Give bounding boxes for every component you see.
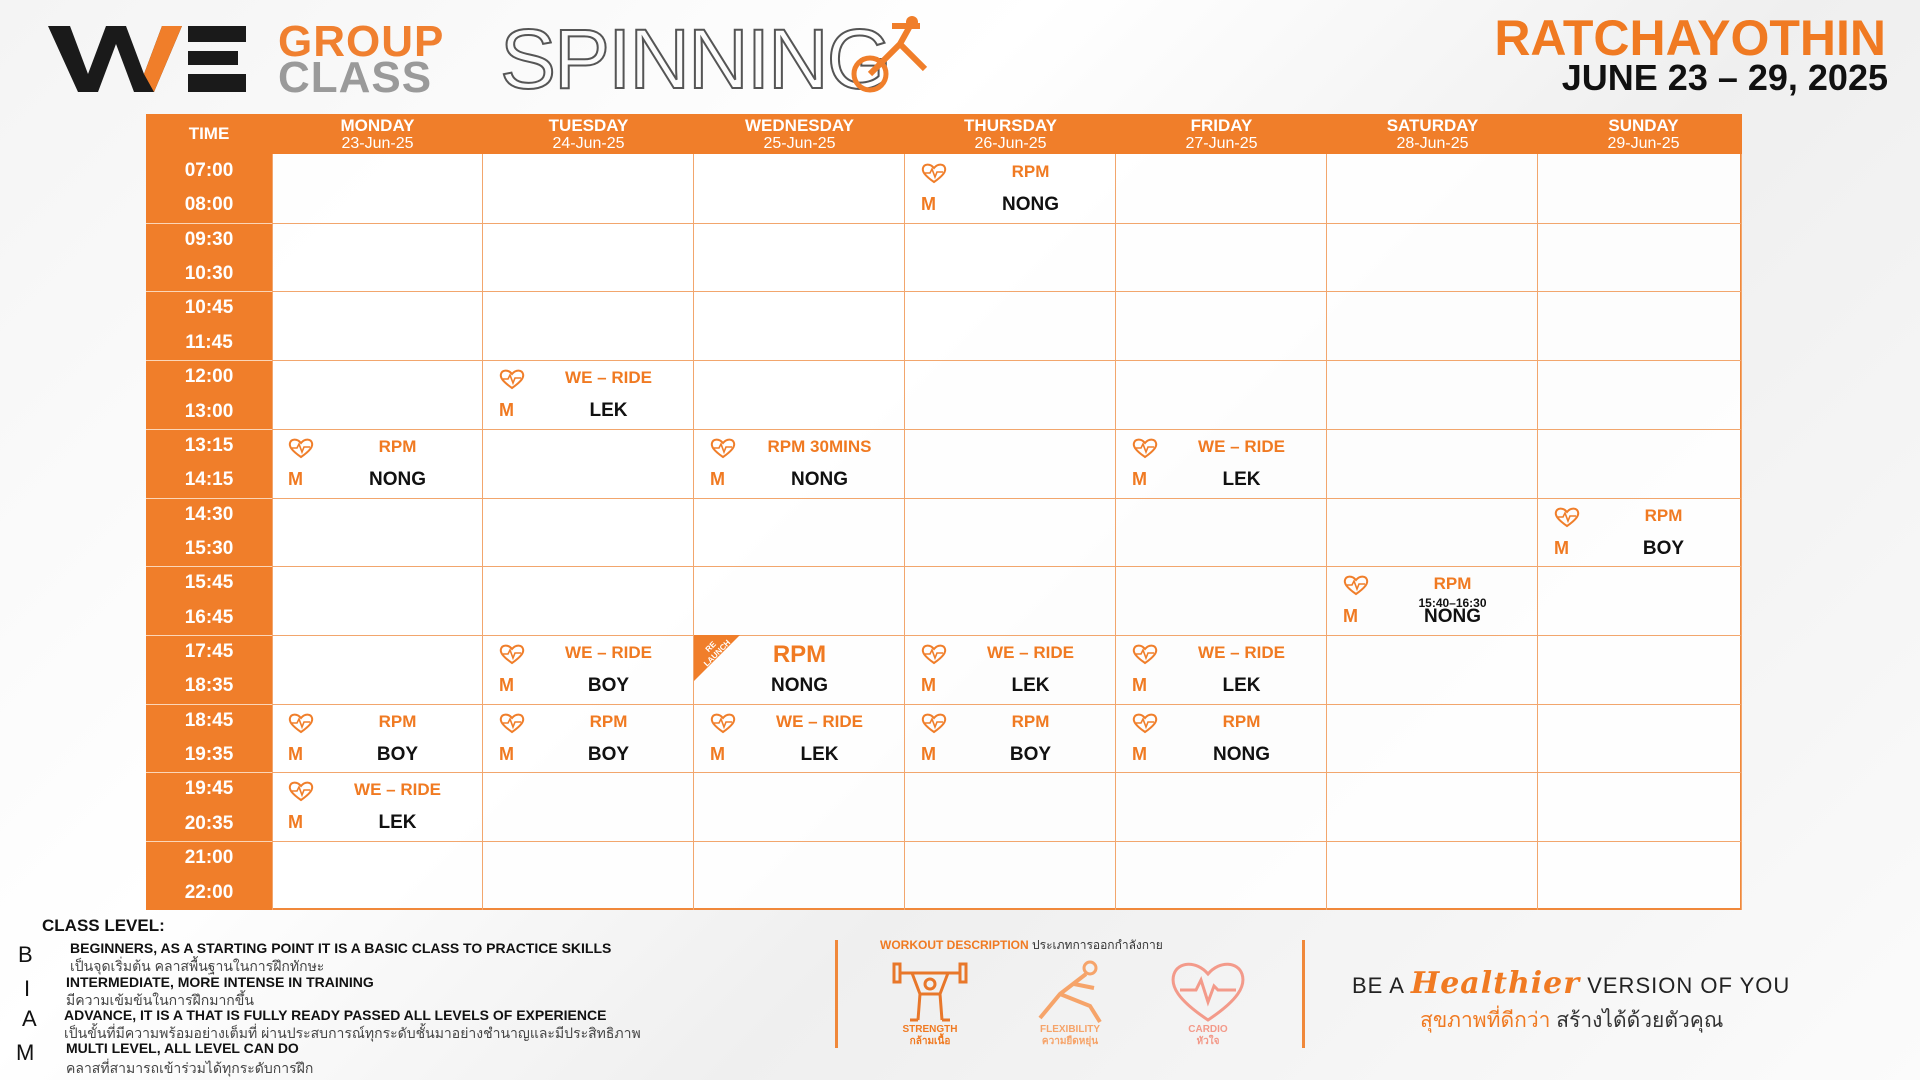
class-slot xyxy=(272,772,483,840)
time-header: TIME xyxy=(188,124,230,143)
time-label: 16:45 xyxy=(184,607,234,628)
we-logo xyxy=(48,22,248,94)
cardio-heart-icon xyxy=(921,712,947,734)
branch-name: RATCHAYOTHIN xyxy=(1494,10,1886,66)
class-slot xyxy=(1327,566,1538,634)
time-label: 10:30 xyxy=(184,263,234,284)
class-level-badge: M xyxy=(499,744,514,764)
instructor-name: BOY xyxy=(587,675,630,696)
class-name: RPM xyxy=(378,712,417,731)
cardio-icon xyxy=(1168,956,1248,1026)
class-name: RPM xyxy=(1644,506,1683,525)
instructor-name: NONG xyxy=(1424,606,1481,627)
instructor-name: NONG xyxy=(1213,744,1270,765)
day-header-sunday: SUNDAY 29-Jun-25 xyxy=(1607,116,1680,152)
level-letter-a: A xyxy=(22,1006,37,1031)
class-name: RPM xyxy=(1222,712,1261,731)
grid-row-line xyxy=(272,498,1742,499)
day-header-saturday: SATURDAY 28-Jun-25 xyxy=(1386,116,1479,152)
grid-row-line xyxy=(272,291,1742,292)
time-label: 07:00 xyxy=(184,160,234,181)
level-m-th: คลาสที่สามารถเข้าร่วมได้ทุกระดับการฝึก xyxy=(66,1060,314,1076)
cardio-heart-icon xyxy=(288,780,314,802)
level-letter-i: I xyxy=(24,976,31,1001)
instructor-name: LEK xyxy=(1222,469,1261,490)
class-slot xyxy=(1116,635,1327,703)
time-label: 14:15 xyxy=(184,469,234,490)
level-letter-m: M xyxy=(16,1040,35,1065)
class-slot xyxy=(694,429,905,497)
class-slot xyxy=(1116,429,1327,497)
class-slot xyxy=(694,704,905,772)
class-name: WE – RIDE xyxy=(1198,643,1285,662)
flexibility-label: FLEXIBILITY ความยืดหยุ่น xyxy=(1040,1024,1100,1047)
class-name: WE – RIDE xyxy=(565,368,652,387)
day-header-thursday: THURSDAY 26-Jun-25 xyxy=(964,116,1057,152)
class-label: CLASS xyxy=(278,53,433,102)
level-letter-b: B xyxy=(18,942,33,967)
instructor-name: LEK xyxy=(800,744,839,765)
class-time-note: 15:40–16:30 xyxy=(1418,596,1487,610)
grid-column-line xyxy=(904,154,905,910)
class-level-badge: M xyxy=(921,675,936,695)
time-label: 22:00 xyxy=(184,882,234,903)
cardio-heart-icon xyxy=(1132,712,1158,734)
class-level-badge: M xyxy=(1132,469,1147,489)
cardio-label: CARDIO หัวใจ xyxy=(1188,1024,1228,1047)
class-slot xyxy=(905,635,1116,703)
class-name: WE – RIDE xyxy=(987,643,1074,662)
relaunch-ribbon-label: RE LAUNCH xyxy=(702,638,733,669)
date-range: JUNE 23 – 29, 2025 xyxy=(1561,57,1888,98)
class-level-badge: M xyxy=(288,469,303,489)
class-name: RPM xyxy=(1011,712,1050,731)
class-level-badge: M xyxy=(499,675,514,695)
class-name: RPM xyxy=(772,641,827,668)
class-slot xyxy=(905,704,1116,772)
time-label: 08:00 xyxy=(184,194,234,215)
class-slot xyxy=(483,635,694,703)
time-label: 21:00 xyxy=(184,847,234,868)
time-label: 15:30 xyxy=(184,538,234,559)
program-title: SPINNING xyxy=(500,12,891,106)
class-level-badge: M xyxy=(499,400,514,420)
time-label: 18:45 xyxy=(184,710,234,731)
workout-title: WORKOUT DESCRIPTION ประเภทการออกกำลังกาย xyxy=(880,938,1163,952)
instructor-name: NONG xyxy=(369,469,426,490)
instructor-name: LEK xyxy=(1011,675,1050,696)
level-a-en: ADVANCE, IT IS A THAT IS FULLY READY PASSED ALL LEVELS OF EXPERIENCE xyxy=(64,1007,607,1023)
instructor-name: NONG xyxy=(1002,194,1059,215)
instructor-name: LEK xyxy=(1222,675,1261,696)
cardio-heart-icon xyxy=(499,643,525,665)
cardio-heart-icon xyxy=(1132,643,1158,665)
class-level-badge: M xyxy=(710,744,725,764)
cardio-heart-icon xyxy=(288,712,314,734)
class-slot xyxy=(483,704,694,772)
level-i-th: มีความเข้มข้นในการฝึกมากขึ้น xyxy=(66,992,254,1008)
time-label: 20:35 xyxy=(184,813,234,834)
class-name: RPM xyxy=(589,712,628,731)
instructor-name: NONG xyxy=(791,469,848,490)
instructor-name: BOY xyxy=(1009,744,1052,765)
class-name: RPM 30MINS xyxy=(767,437,872,456)
class-level-badge: M xyxy=(288,812,303,832)
class-slot xyxy=(1538,498,1749,566)
class-slot xyxy=(905,154,1116,222)
class-level-badge: M xyxy=(1132,675,1147,695)
day-header-tuesday: TUESDAY 24-Jun-25 xyxy=(548,116,629,152)
instructor-name: BOY xyxy=(587,744,630,765)
time-label: 09:30 xyxy=(184,229,234,250)
time-label: 14:30 xyxy=(184,504,234,525)
class-name: WE – RIDE xyxy=(1198,437,1285,456)
level-b-en: BEGINNERS, AS A STARTING POINT IT IS A BASIC CLASS TO PRACTICE SKILLS xyxy=(70,940,612,956)
grid-column-line xyxy=(693,154,694,910)
class-slot xyxy=(694,635,905,703)
class-name: RPM xyxy=(378,437,417,456)
cardio-heart-icon xyxy=(710,712,736,734)
cardio-heart-icon xyxy=(288,437,314,459)
slogan-thai: สุขภาพที่ดีกว่า สร้างได้ด้วยตัวคุณ xyxy=(1420,1009,1724,1032)
strength-label: STRENGTH กล้ามเนื้อ xyxy=(902,1024,958,1047)
instructor-name: BOY xyxy=(376,744,419,765)
group-label: GROUP xyxy=(278,17,445,66)
grid-row-line xyxy=(272,223,1742,224)
level-i-en: INTERMEDIATE, MORE INTENSE IN TRAINING xyxy=(66,974,374,990)
cardio-heart-icon xyxy=(710,437,736,459)
instructor-name: BOY xyxy=(1642,538,1685,559)
time-label: 19:35 xyxy=(184,744,234,765)
instructor-name: LEK xyxy=(378,812,417,833)
class-name: RPM xyxy=(1433,574,1472,593)
flexibility-icon xyxy=(1030,956,1110,1026)
day-header-monday: MONDAY 23-Jun-25 xyxy=(340,116,415,152)
class-slot xyxy=(1116,704,1327,772)
time-label: 11:45 xyxy=(185,332,233,353)
time-label: 13:00 xyxy=(184,401,234,422)
class-slot xyxy=(272,704,483,772)
time-label: 18:35 xyxy=(184,675,234,696)
grid-row-line xyxy=(272,429,1742,430)
level-b-th: เป็นจุดเริ่มต้น คลาสพื้นฐานในการฝึกทักษะ xyxy=(70,958,325,974)
cardio-heart-icon xyxy=(921,162,947,184)
bike-icon xyxy=(840,14,960,94)
class-name: WE – RIDE xyxy=(565,643,652,662)
slogan: BE A Healthier VERSION OF YOU xyxy=(1352,966,1791,1001)
time-label: 13:15 xyxy=(184,435,234,456)
cardio-heart-icon xyxy=(1132,437,1158,459)
cardio-heart-icon xyxy=(1343,574,1369,596)
class-name: WE – RIDE xyxy=(776,712,863,731)
day-header-wednesday: WEDNESDAY 25-Jun-25 xyxy=(745,116,854,152)
class-level-badge: M xyxy=(288,744,303,764)
class-level-badge: M xyxy=(1343,606,1358,626)
class-level-title: CLASS LEVEL: xyxy=(42,916,165,935)
class-level-badge: M xyxy=(1554,538,1569,558)
cardio-heart-icon xyxy=(1554,506,1580,528)
instructor-name: LEK xyxy=(589,400,628,421)
class-level-badge: M xyxy=(921,194,936,214)
cardio-heart-icon xyxy=(499,368,525,390)
class-level-badge: M xyxy=(710,469,725,489)
grid-column-line xyxy=(1326,154,1327,910)
day-header-friday: FRIDAY 27-Jun-25 xyxy=(1185,116,1258,152)
footer-divider-2 xyxy=(1302,940,1305,1048)
strength-icon xyxy=(890,956,970,1026)
class-slot xyxy=(483,360,694,428)
class-level-badge: M xyxy=(1132,744,1147,764)
time-label: 10:45 xyxy=(184,297,234,318)
instructor-name: NONG xyxy=(771,675,828,696)
level-a-th: เป็นขั้นที่มีความพร้อมอย่างเต็มที่ ผ่านประสบการณ์ทุกระดับชั้นมาอย่างชำนาญและมีประสิทธิภาพ xyxy=(64,1025,641,1041)
time-label: 19:45 xyxy=(184,778,234,799)
class-name: WE – RIDE xyxy=(354,780,441,799)
cardio-heart-icon xyxy=(499,712,525,734)
time-label: 12:00 xyxy=(184,366,234,387)
grid-row-line xyxy=(272,841,1742,842)
footer-divider-1 xyxy=(835,940,838,1048)
class-level-badge: M xyxy=(921,744,936,764)
time-label: 15:45 xyxy=(184,572,234,593)
grid-row-line xyxy=(272,772,1742,773)
grid-column-line xyxy=(1115,154,1116,910)
time-label: 17:45 xyxy=(184,641,234,662)
class-name: RPM xyxy=(1011,162,1050,181)
cardio-heart-icon xyxy=(921,643,947,665)
level-m-en: MULTI LEVEL, ALL LEVEL CAN DO xyxy=(66,1040,299,1056)
class-slot xyxy=(272,429,483,497)
